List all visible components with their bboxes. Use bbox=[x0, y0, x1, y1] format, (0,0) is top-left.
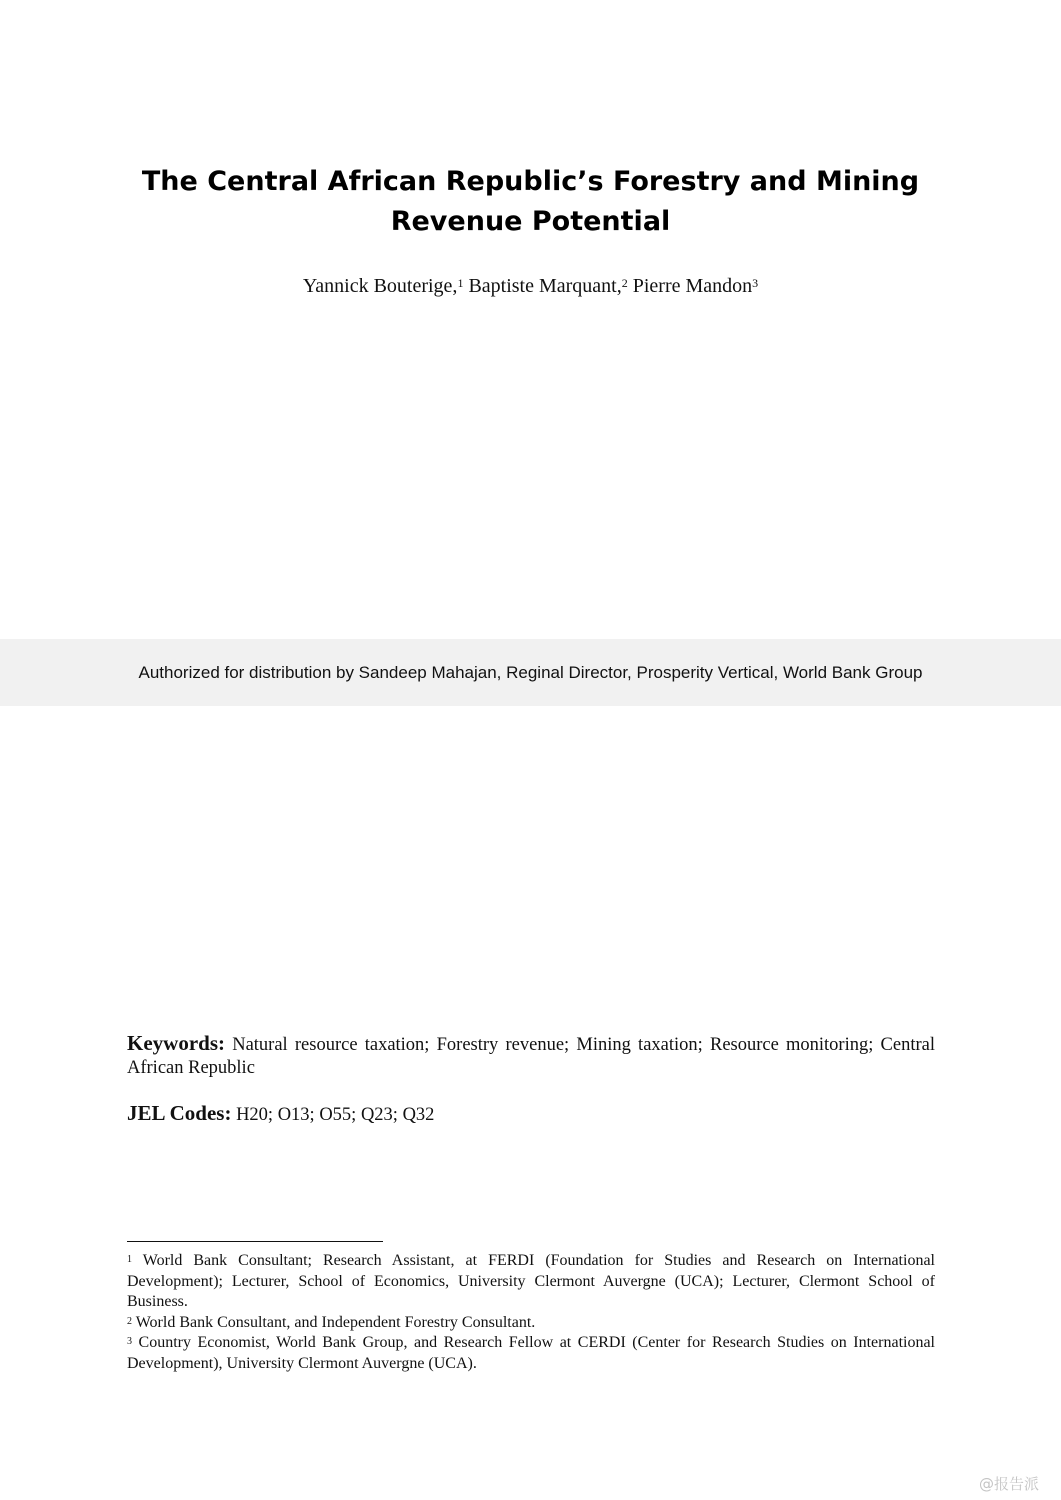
footnote-mark: 2 bbox=[127, 1315, 132, 1327]
paper-title bbox=[100, 162, 961, 242]
keywords-section bbox=[127, 1032, 935, 1080]
footnote-text: Country Economist, World Bank Group, and Research Fellow at CERDI (Center for Research Studies on International Development), University Clermont Auvergne (UCA). bbox=[127, 1334, 936, 1372]
author-list bbox=[100, 272, 961, 300]
footnote bbox=[127, 1313, 935, 1334]
keywords-label: Keywords: bbox=[127, 1031, 225, 1055]
author-name: Yannick Bouterige, bbox=[302, 275, 458, 297]
footnote-divider bbox=[127, 1241, 383, 1242]
paper-title-line-2: Revenue Potential bbox=[390, 206, 671, 237]
footnotes bbox=[127, 1251, 935, 1374]
distribution-note: Authorized for distribution by Sandeep Mahajan, Reginal Director, Prosperity Vertical, World Bank Group bbox=[138, 663, 923, 682]
jel-codes-label: JEL Codes: bbox=[127, 1101, 232, 1125]
jel-codes-section bbox=[127, 1101, 935, 1127]
author-footnote-mark: 1 bbox=[457, 276, 464, 290]
jel-codes-text: H20; O13; O55; Q23; Q32 bbox=[236, 1105, 435, 1125]
footnote-text: World Bank Consultant; Research Assistant, at FERDI (Foundation for Studies and Research on International Development); Lecturer, School of Economics, University Clermont Auvergne (UCA); Lecturer, Clermont School of Business. bbox=[127, 1252, 935, 1310]
author-name: Baptiste Marquant, bbox=[468, 275, 622, 297]
author-footnote-mark: 3 bbox=[752, 276, 759, 290]
footnote-mark: 1 bbox=[127, 1254, 132, 1265]
footnote bbox=[127, 1251, 935, 1313]
footnote bbox=[127, 1333, 935, 1374]
author-name: Pierre Mandon bbox=[632, 275, 753, 297]
footnote-mark: 3 bbox=[127, 1336, 132, 1347]
paper-title-line-1: The Central African Republic’s Forestry and Mining bbox=[141, 166, 920, 197]
author-footnote-mark: 2 bbox=[621, 276, 628, 290]
watermark: @报告派 bbox=[979, 1475, 1040, 1493]
keywords-text: Natural resource taxation; Forestry revenue; Mining taxation; Resource monitoring; Central African Republic bbox=[127, 1035, 936, 1078]
footnote-text: World Bank Consultant, and Independent Forestry Consultant. bbox=[135, 1313, 536, 1331]
